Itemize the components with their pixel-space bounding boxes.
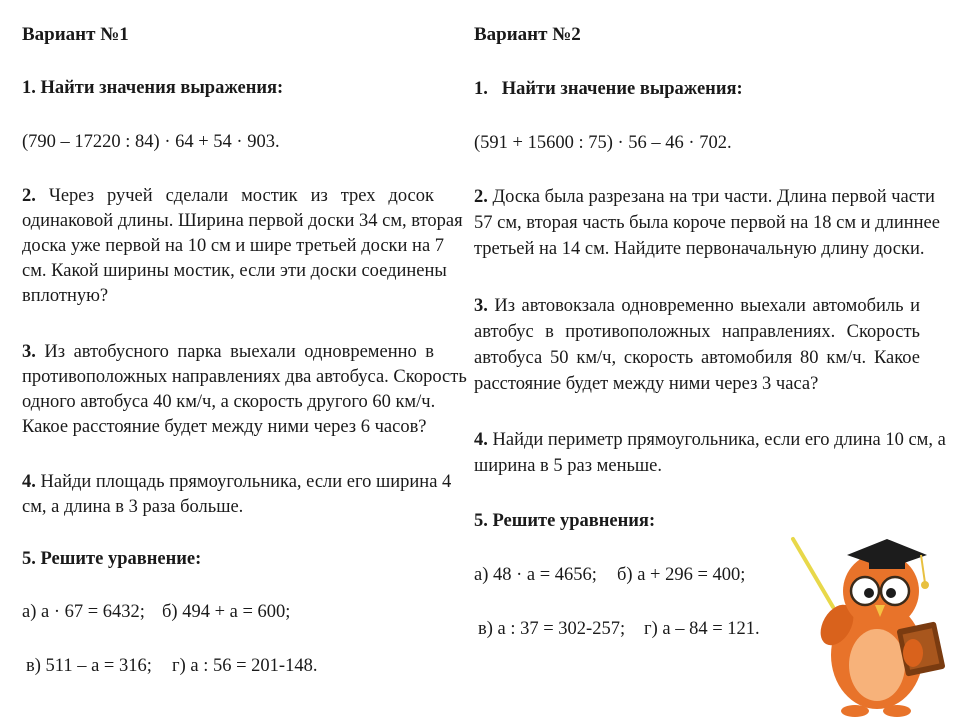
v1-task-2-line-3: доска уже первой на 10 см и шире третьей доски на 7 [22,236,445,256]
v1-task-4-text-1: Найди площадь прямоугольника, если его ширина 4 [40,472,452,492]
v1-task-3-line-3: одного автобуса 40 км/ч, а скорость другого 60 км/ч. [22,392,436,412]
v1-task-1-number: 1. [22,78,36,98]
v2-task-2-number: 2. [474,187,488,207]
v2-task-1-number: 1. [474,79,488,99]
owl-right-pupil [886,588,896,598]
v1-task-1-title: Найти значения выражения: [40,78,284,98]
v2-task-2-line-1 [474,187,935,208]
v1-task-3-text-1: Из автобусного парка выехали одновременно в [44,342,435,362]
v1-task-4-line-1 [22,472,452,493]
v2-task-5-heading [474,511,655,532]
v1-task-1-expression: (790 – 17220 : 84) · 64 + 54 · 903. [22,132,280,152]
v1-equation-b: б) 494 + а = 600; [162,602,291,622]
v1-task-4-line-2: см, а длина в 3 раза больше. [22,497,244,517]
owl-left-pupil [864,588,874,598]
v1-task-2-line-4: см. Какой ширины мостик, если эти доски соединены [22,261,447,281]
variant-1-title: Вариант №1 [22,24,129,45]
v2-equation-a: а) 48 · а = 4656; [474,565,597,585]
v2-task-3-text-1: Из автовокзала одновременно выехали автомобиль и [494,296,920,316]
v2-equation-v: в) а : 37 = 302-257; [478,619,626,639]
v2-task-5-title: Решите уравнения: [492,511,656,531]
v2-task-1-expression: (591 + 15600 : 75) · 56 – 46 · 702. [474,133,732,153]
v2-task-3-number: 3. [474,296,488,316]
v2-task-1-heading [474,79,743,100]
v2-task-3-line-3: автобуса 50 км/ч, скорость автомобиля 80 км/ч. Какое [474,348,920,368]
v1-equation-v: в) 511 – а = 316; [26,656,152,676]
v2-task-2-line-3: третьей на 14 см. Найдите первоначальную длину доски. [474,239,925,259]
v2-task-5-number: 5. [474,511,488,531]
owl-teacher-illustration [785,525,960,720]
v1-task-5-number: 5. [22,549,36,569]
v1-task-2-line-2: одинаковой длины. Ширина первой доски 34 см, вторая [22,211,463,231]
v2-task-3-line-4: расстояние будет между ними через 3 часа? [474,374,819,394]
variant-2-title: Вариант №2 [474,24,581,45]
v2-equation-b: б) а + 296 = 400; [617,565,746,585]
v1-task-1-heading [22,78,283,99]
cap-tassel [921,555,925,583]
v2-task-4-number: 4. [474,430,488,450]
v1-task-2-line-1 [22,186,434,207]
v2-task-4-text-1: Найди периметр прямоугольника, если его длина 10 см, а [492,430,946,450]
v1-task-2-number: 2. [22,186,36,206]
v2-task-3-line-1 [474,296,920,317]
v2-equation-g: г) а – 84 = 121. [644,619,760,639]
v2-task-1-title: Найти значение выражения: [501,79,743,99]
v1-task-4-number: 4. [22,472,36,492]
v2-task-2-line-2: 57 см, вторая часть была короче первой на 18 см и длиннее [474,213,940,233]
graduation-cap-base [869,557,905,569]
v1-task-3-line-4: Какое расстояние будет между ними через 6 часов? [22,417,427,437]
v2-task-4-line-1 [474,430,946,451]
v2-task-4-line-2: ширина в 5 раз меньше. [474,456,662,476]
v1-task-3-number: 3. [22,342,36,362]
v1-task-2-line-5: вплотную? [22,286,109,306]
v1-task-5-title: Решите уравнение: [40,549,202,569]
v1-equation-a: а) а · 67 = 6432; [22,602,145,622]
v1-task-5-heading [22,549,201,570]
v2-task-2-text-1: Доска была разрезана на три части. Длина первой части [492,187,935,207]
cap-tassel-end [921,581,929,589]
v1-task-2-text-1: Через ручей сделали мостик из трех досок [48,186,435,206]
v1-task-3-line-1 [22,342,434,363]
v1-equation-g: г) а : 56 = 201-148. [172,656,318,676]
owl-belly [849,629,905,701]
v1-task-3-line-2: противоположных направлениях два автобуса. Скорость [22,367,467,387]
owl-right-wing [903,639,923,667]
pointer-stick [793,539,833,607]
v2-task-3-line-2: автобус в противоположных направлениях. Скорость [474,322,920,342]
